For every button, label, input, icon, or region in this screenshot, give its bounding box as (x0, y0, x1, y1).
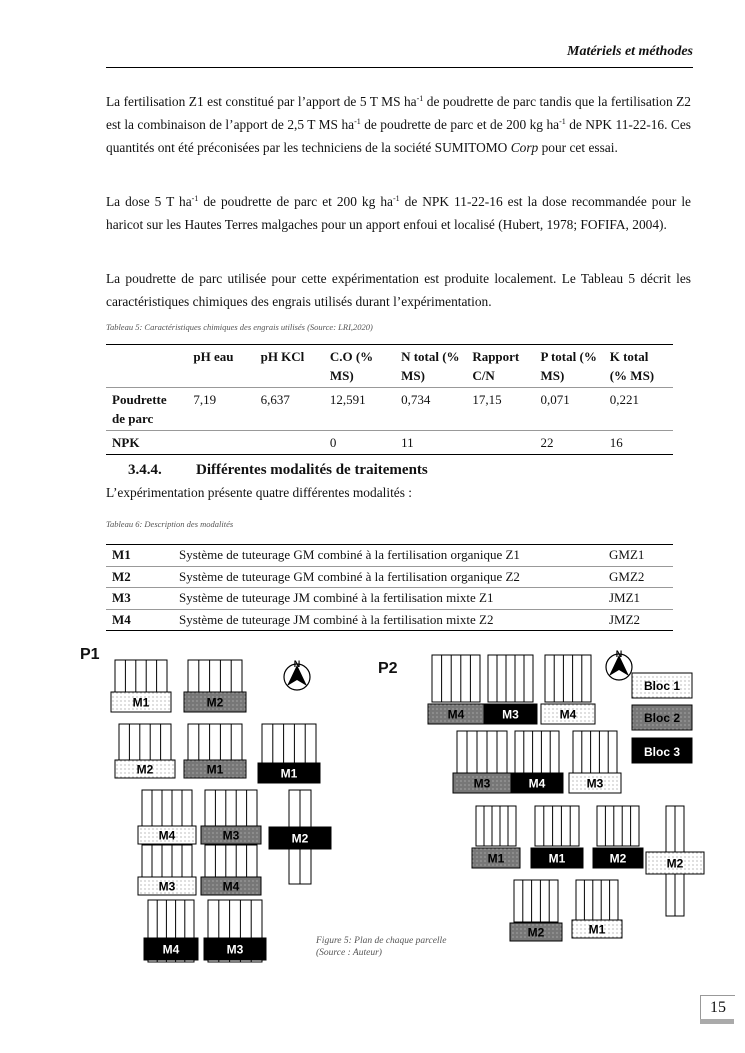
svg-text:M2: M2 (291, 831, 309, 846)
svg-text:M3: M3 (473, 776, 491, 791)
table-row: M4 Système de tuteurage JM combiné à la fertilisation mixte Z2 JMZ2 (106, 609, 673, 631)
paragraph-poudrette: La poudrette de parc utilisée pour cette expérimentation est produite localement. Le Tableau 5 décrit les caractéristiques chimiques des engrais utilisés durant l’expérimentation. (106, 271, 691, 309)
svg-text:M3: M3 (226, 942, 244, 957)
table-row: NPK 0 11 22 16 (106, 431, 673, 455)
svg-text:M4: M4 (162, 942, 180, 957)
legend-bloc-3: Bloc 3 (643, 745, 681, 759)
plot-m1 (572, 880, 622, 938)
svg-text:M4: M4 (158, 828, 176, 843)
plot-m4 (428, 655, 484, 724)
page-number: 15 (700, 995, 735, 1020)
col-p-total: P total (% MS) (540, 349, 597, 383)
svg-text:M4: M4 (559, 707, 577, 722)
svg-text:M1: M1 (132, 695, 150, 710)
running-header: Matériels et méthodes (567, 44, 693, 59)
bloc-legend (632, 673, 692, 763)
intro-sentence: L’expérimentation présente quatre différentes modalités : (106, 485, 413, 500)
legend-bloc-2: Bloc 2 (643, 711, 681, 725)
legend-bloc-1: Bloc 1 (643, 679, 681, 693)
plot-m4 (511, 731, 563, 793)
svg-text:N: N (293, 659, 301, 669)
plot-p2-label: P2 (378, 660, 398, 677)
plot-m1 (472, 806, 520, 868)
plot-m1 (111, 660, 171, 712)
north-arrow-icon (606, 649, 632, 680)
section-title: Différentes modalités de traitements (196, 462, 428, 478)
table-row: Poudrette de parc 7,19 6,637 12,591 0,734 17,15 0,071 0,221 (106, 388, 673, 431)
svg-text:M4: M4 (447, 707, 465, 722)
plot-m2 (510, 880, 562, 941)
plot-m2 (593, 806, 643, 868)
plot-m4 (144, 900, 198, 962)
plot-m3 (201, 790, 261, 844)
plot-m3 (204, 900, 266, 962)
plot-m3 (569, 731, 621, 793)
plot-m3 (453, 731, 511, 793)
col-n-total: N total (% MS) (401, 349, 460, 383)
svg-text:M2: M2 (206, 695, 224, 710)
plot-m1 (531, 806, 583, 868)
col-co: C.O (% MS) (329, 349, 374, 383)
plot-m4 (201, 845, 261, 895)
plot-m3 (138, 845, 196, 895)
svg-text:M3: M3 (222, 828, 240, 843)
svg-text:M1: M1 (487, 851, 505, 866)
figure-caption: Figure 5: Plan de chaque parcelle (Source : Auteur) (316, 936, 447, 958)
plot-m1 (184, 724, 246, 778)
plot-m1 (258, 724, 320, 783)
table6-caption: Tableau 6: Description des modalités (106, 519, 234, 529)
svg-text:M2: M2 (136, 762, 154, 777)
col-ph-eau: pH eau (193, 349, 234, 364)
plot-m2 (184, 660, 246, 712)
north-arrow-icon (284, 659, 310, 690)
plot-m2 (115, 724, 175, 778)
col-ph-kcl: pH KCl (260, 349, 305, 364)
plot-p1-label: P1 (80, 646, 100, 663)
section-number: 3.4.4. (128, 462, 162, 478)
page-number-bar (700, 1019, 734, 1024)
svg-text:M4: M4 (528, 776, 546, 791)
plots-layer (111, 655, 704, 962)
svg-text:M1: M1 (548, 851, 566, 866)
svg-text:M1: M1 (280, 766, 298, 781)
svg-text:M1: M1 (206, 762, 224, 777)
table5-caption: Tableau 5: Caractéristiques chimiques des engrais utilisés (Source: LRI,2020) (106, 322, 373, 332)
paragraph-dose: La dose 5 T $ha^{-1}$ de poudrette de parc et 200 kg $ha^{-1}$ de NPK 11-22-16 est la dose recommandée pour le haricot sur les Hautes Terres malgaches pour un apport enfoui et localisé (Hubert, 1978; FOFIFA, 2004). (106, 194, 691, 232)
svg-text:M4: M4 (222, 879, 240, 894)
paragraph-fertilisation: La fertilisation Z1 est constitué par l’apport de 5 T MS $ha^{-1}$ de poudrette de parc tandis que la fertilisation Z2 est la combinaison de l’apport de 2,5 T MS $ha^{-1}$ de poudrette de parc et de 200 kg $ha^{-1}$ de NPK 11-22-16. Ces quantités ont été préconisées par les techniciens de la société SUMITOMO Corp pour cet essai. (106, 94, 692, 155)
table-row: M3 Système de tuteurage JM combiné à la fertilisation mixte Z1 JMZ1 (106, 588, 673, 610)
col-k-total: K total (% MS) (609, 349, 655, 383)
svg-text:M1: M1 (588, 922, 606, 937)
svg-text:M2: M2 (527, 925, 545, 940)
plot-m3 (484, 655, 537, 724)
plot-m2 (269, 790, 331, 884)
svg-text:N: N (615, 649, 623, 659)
col-rapport-cn: Rapport C/N (472, 349, 520, 383)
svg-text:M2: M2 (609, 851, 627, 866)
svg-text:M3: M3 (158, 879, 176, 894)
plot-m2 (646, 806, 704, 916)
svg-text:M3: M3 (502, 707, 519, 722)
svg-text:M3: M3 (586, 776, 604, 791)
plot-m4 (138, 790, 196, 844)
table-row: M2 Système de tuteurage GM combiné à la fertilisation organique Z2 GMZ2 (106, 566, 673, 588)
svg-text:M2: M2 (666, 856, 684, 871)
plot-m4 (541, 655, 595, 724)
table-row: M1 Système de tuteurage GM combiné à la fertilisation organique Z1 GMZ1 (106, 545, 673, 567)
